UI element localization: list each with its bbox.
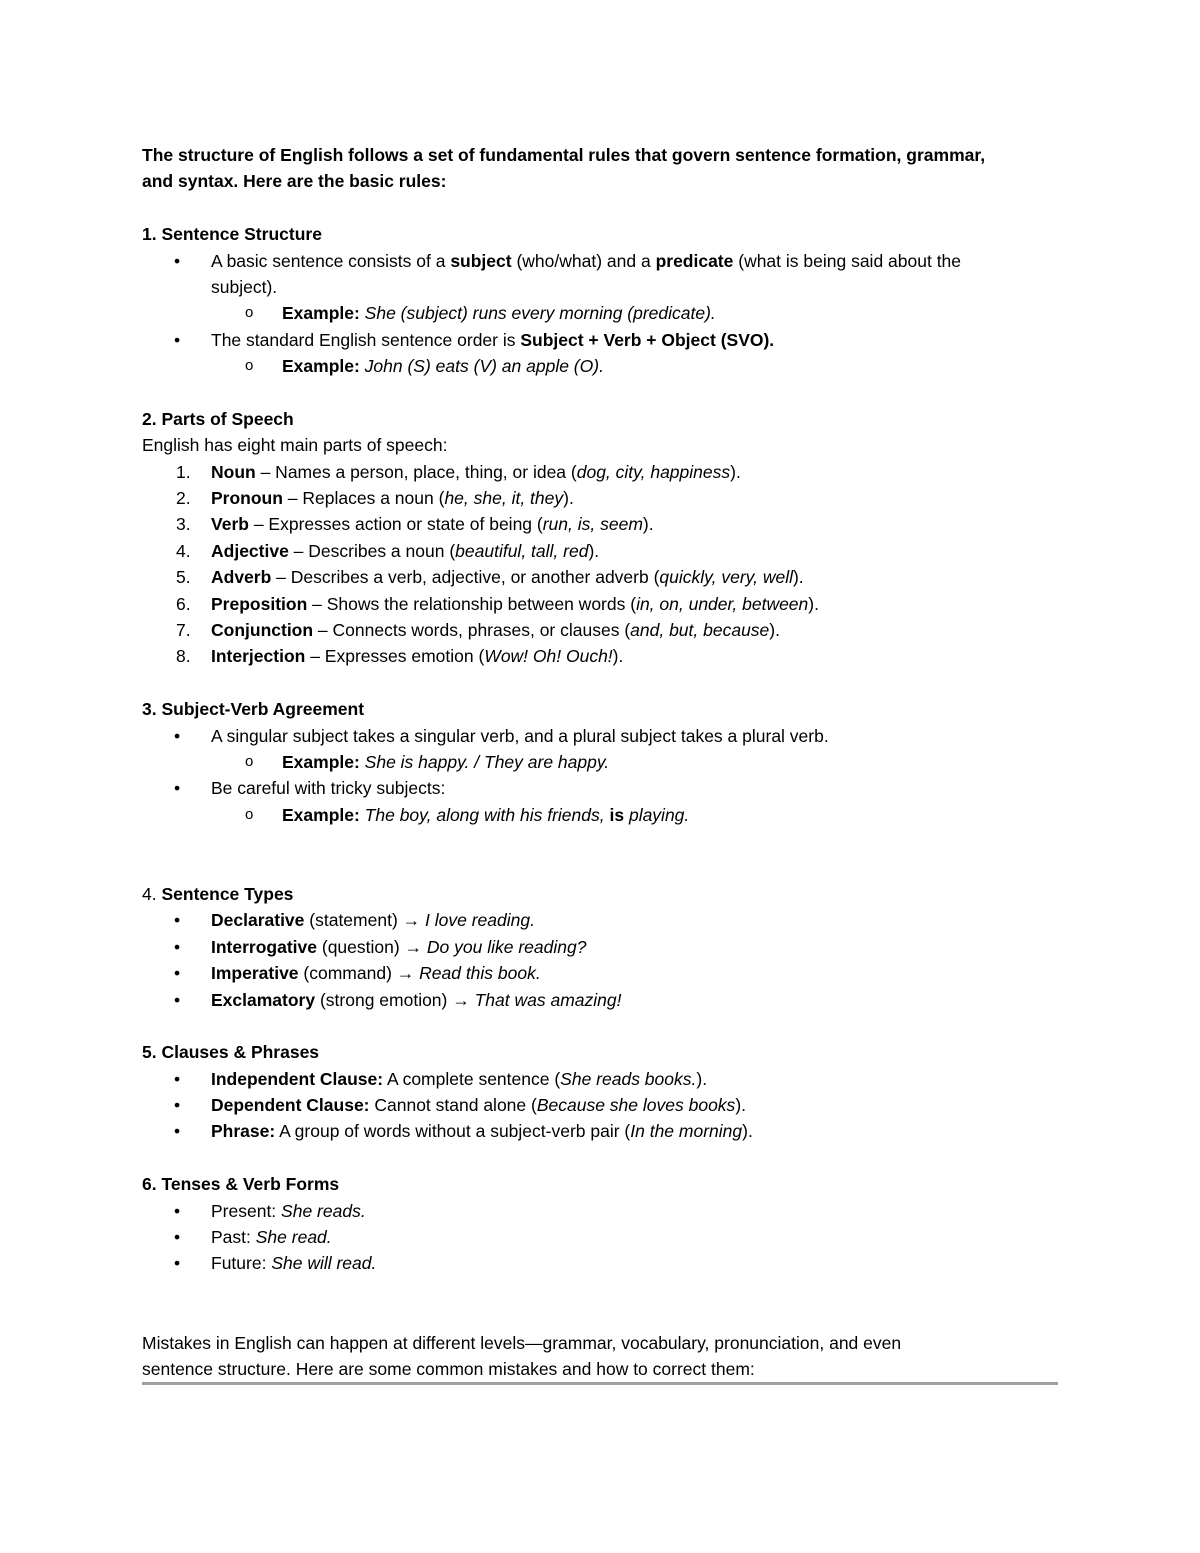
- section-2-heading: 2. Parts of Speech: [142, 408, 294, 429]
- list-item: 6. Preposition – Shows the relationship between words (in, on, under, between).: [176, 593, 819, 614]
- section-6-heading: 6. Tenses & Verb Forms: [142, 1174, 340, 1195]
- list-item: • Independent Clause: A complete sentence (She reads books.).: [142, 1066, 1058, 1092]
- bullet-marker: •: [174, 250, 181, 271]
- section-3-heading: 3. Subject-Verb Agreement: [142, 699, 365, 720]
- sub-bullet-marker: o: [245, 752, 254, 770]
- bullet-marker: •: [174, 725, 181, 746]
- s1-bullet-1: • A basic sentence consists of a subject (who/what) and a predicate (what is being said about the: [142, 248, 1058, 274]
- list-item: • Present: She reads.: [142, 1198, 1058, 1224]
- section-5-heading: 5. Clauses & Phrases: [142, 1042, 320, 1063]
- list-item: 7. Conjunction – Connects words, phrases, or clauses (and, but, because).: [176, 620, 780, 641]
- closing-line-1: Mistakes in English can happen at different levels—grammar, vocabulary, pronunciation, and even: [142, 1332, 902, 1353]
- s3-bullet-2-example: o Example: The boy, along with his friends, is playing.: [142, 802, 1058, 828]
- bullet-marker: •: [174, 1253, 181, 1274]
- s3-bullet-1-example: o Example: She is happy. / They are happy.: [142, 749, 1058, 775]
- list-item: 4. Adjective – Describes a noun (beautiful, tall, red).: [176, 540, 600, 561]
- intro-line-2: and syntax. Here are the basic rules:: [142, 171, 447, 192]
- list-item: 5. Adverb – Describes a verb, adjective, or another adverb (quickly, very, well).: [176, 567, 804, 588]
- section-1-heading: 1. Sentence Structure: [142, 224, 322, 245]
- section-4-heading: 4. Sentence Types: [142, 883, 294, 904]
- s1-bullet-1-cont: subject).: [211, 276, 278, 297]
- sub-bullet-marker: o: [245, 357, 254, 375]
- list-item: • Phrase: A group of words without a subject-verb pair (In the morning).: [142, 1118, 1058, 1144]
- intro-line-1: The structure of English follows a set of fundamental rules that govern sentence formation, grammar,: [142, 145, 986, 165]
- s3-bullet-1: • A singular subject takes a singular verb, and a plural subject takes a plural verb.: [142, 723, 1058, 749]
- list-item: • Imperative (command) → Read this book.: [142, 960, 1058, 986]
- bullet-marker: •: [174, 910, 181, 931]
- list-item: • Exclamatory (strong emotion) → That was amazing!: [142, 987, 1058, 1013]
- s3-bullet-2: • Be careful with tricky subjects:: [142, 775, 1058, 801]
- sub-bullet-marker: o: [245, 304, 254, 322]
- list-item: • Past: She read.: [142, 1224, 1058, 1250]
- bullet-marker: •: [174, 329, 181, 350]
- horizontal-rule: [142, 1382, 1058, 1385]
- bullet-marker: •: [174, 1200, 181, 1221]
- list-item: • Declarative (statement) → I love reading.: [142, 907, 1058, 933]
- list-item: 8. Interjection – Expresses emotion (Wow! Oh! Ouch!).: [176, 646, 624, 667]
- bullet-marker: •: [174, 1121, 181, 1142]
- s1-bullet-2: • The standard English sentence order is Subject + Verb + Object (SVO).: [142, 327, 1058, 353]
- list-item: 2. Pronoun – Replaces a noun (he, she, it, they).: [176, 488, 574, 509]
- sub-bullet-marker: o: [245, 805, 254, 823]
- list-item: • Future: She will read.: [142, 1250, 1058, 1276]
- bullet-marker: •: [174, 1068, 181, 1089]
- document-page: [142, 142, 1058, 1382]
- bullet-marker: •: [174, 989, 181, 1010]
- bullet-marker: •: [174, 1095, 181, 1116]
- bullet-marker: •: [174, 1227, 181, 1248]
- list-item: 3. Verb – Expresses action or state of being (run, is, seem).: [176, 514, 654, 535]
- bullet-marker: •: [174, 778, 181, 799]
- s1-bullet-1-example: o Example: She (subject) runs every morning (predicate).: [142, 300, 1058, 326]
- list-item: • Interrogative (question) → Do you like reading?: [142, 934, 1058, 960]
- s1-bullet-2-example: o Example: John (S) eats (V) an apple (O).: [142, 353, 1058, 379]
- s2-intro: English has eight main parts of speech:: [142, 435, 448, 456]
- list-item: 1. Noun – Names a person, place, thing, or idea (dog, city, happiness).: [176, 461, 741, 482]
- bullet-marker: •: [174, 936, 181, 957]
- bullet-marker: •: [174, 963, 181, 984]
- closing-line-2: sentence structure. Here are some common mistakes and how to correct them:: [142, 1358, 755, 1379]
- parts-of-speech-list: [142, 459, 1058, 670]
- list-item: • Dependent Clause: Cannot stand alone (Because she loves books).: [142, 1092, 1058, 1118]
